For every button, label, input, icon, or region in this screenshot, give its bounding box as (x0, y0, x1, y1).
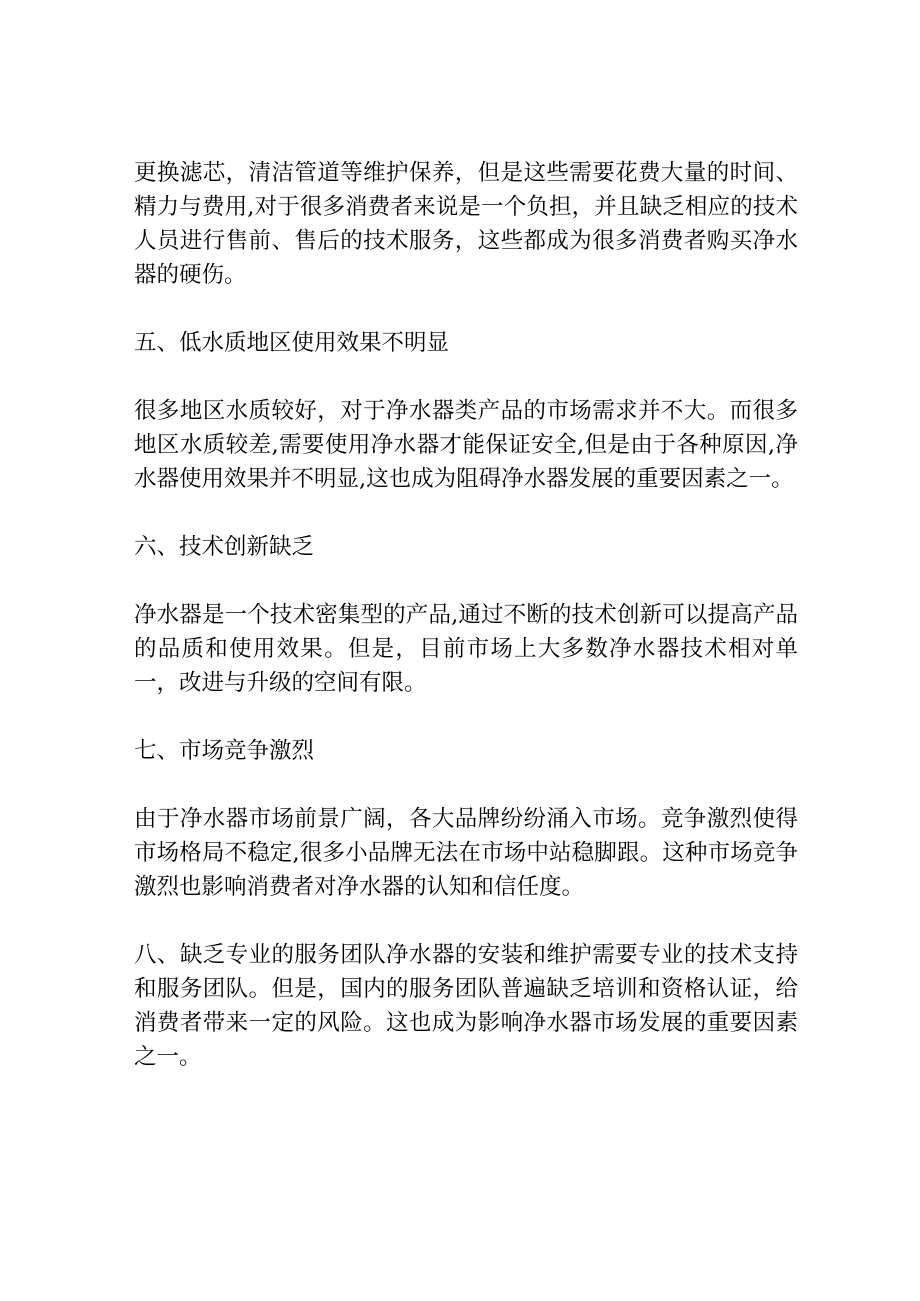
section-heading-6: 六、技术创新缺乏 (134, 534, 315, 560)
section-heading-5: 五、低水质地区使用效果不明显 (134, 330, 450, 356)
paragraph-maintenance-burden: 更换滤芯，清洁管道等维护保养，但是这些需要花费大量的时间、精力与费用,对于很多消费者来说是一个负担，并且缺乏相应的技术人员进行售前、售后的技术服务，这些都成为很多消费者购买净水器的硬伤。 (134, 160, 798, 288)
document-body (134, 156, 798, 1108)
paragraph-service-team: 八、缺乏专业的服务团队净水器的安装和维护需要专业的技术支持和服务团队。但是，国内的服务团队普遍缺乏培训和资格认证，给消费者带来一定的风险。这也成为影响净水器市场发展的重要因素之一。 (134, 942, 798, 1070)
paragraph-water-quality: 很多地区水质较好，对于净水器类产品的市场需求并不大。而很多地区水质较差,需要使用净水器才能保证安全,但是由于各种原因,净水器使用效果并不明显,这也成为阻碍净水器发展的重要因素之一。 (134, 398, 798, 492)
section-heading-7: 七、市场竞争激烈 (134, 738, 315, 764)
paragraph-competition: 由于净水器市场前景广阔，各大品牌纷纷涌入市场。竞争激烈使得市场格局不稳定,很多小品牌无法在市场中站稳脚跟。这种市场竞争激烈也影响消费者对净水器的认知和信任度。 (134, 806, 798, 900)
paragraph-innovation: 净水器是一个技术密集型的产品,通过不断的技术创新可以提高产品的品质和使用效果。但是，目前市场上大多数净水器技术相对单一，改进与升级的空间有限。 (134, 602, 798, 696)
